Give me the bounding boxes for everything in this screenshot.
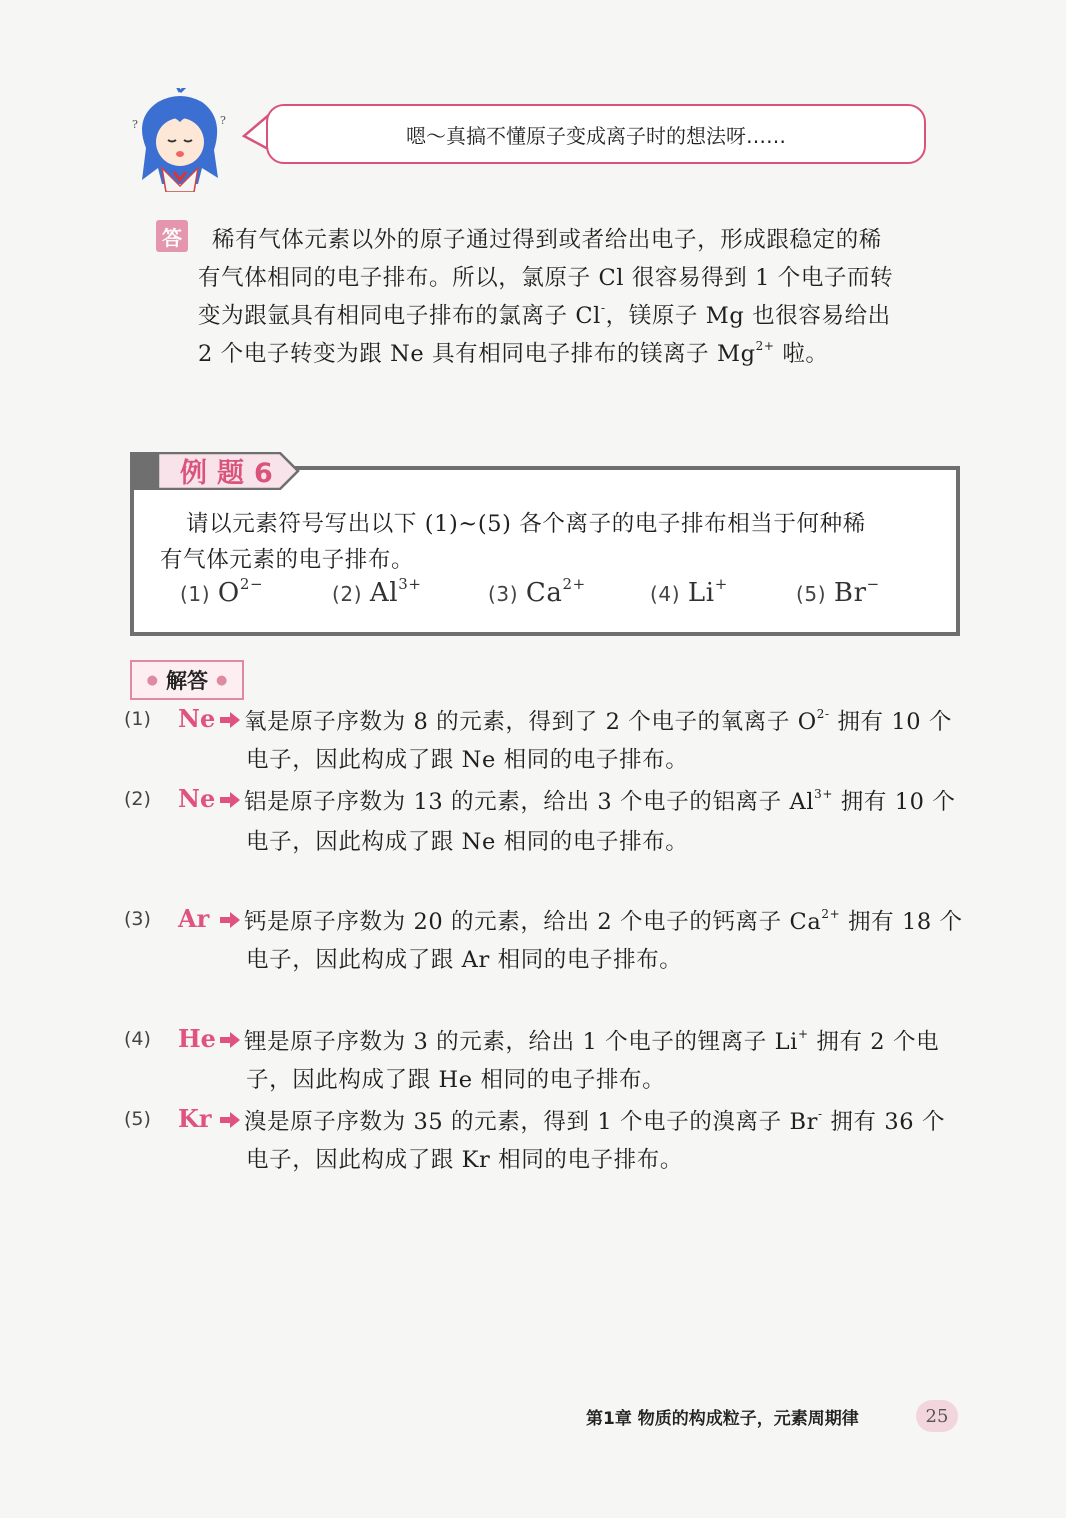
solution-text-cont: 电子，因此构成了跟 Ne 相同的电子排布。 (246, 829, 689, 855)
solution-number: (2) (124, 788, 151, 810)
solution-element: Ne (178, 784, 216, 813)
example-title: 例题6 (180, 458, 283, 489)
arrow-right-icon (218, 790, 242, 810)
example-question-line-1: 请以元素符号写出以下 (1)~(5) 各个离子的电子排布相当于何种稀 (186, 511, 866, 537)
speech-bubble (266, 104, 926, 164)
character-avatar (128, 88, 232, 192)
example-question-line-2: 有气体元素的电子排布。 (160, 547, 415, 573)
solution-text: 溴是原子序数为 35 的元素，得到 1 个电子的溴离子 Br- 拥有 36 个 (244, 1107, 946, 1135)
solution-element: Ar (178, 904, 210, 933)
solution-text: 钙是原子序数为 20 的元素，给出 2 个电子的钙离子 $Ca^{2+}$ 拥有 18 个 (244, 907, 963, 935)
answer-line-4: 2 个电子转变为跟 Ne 具有相同电子排布的镁离子 $Mg^{2+}$ 啦。 (198, 339, 829, 367)
solution-text-cont: 电子，因此构成了跟 Kr 相同的电子排布。 (246, 1147, 683, 1173)
solution-text-cont: 子，因此构成了跟 He 相同的电子排布。 (246, 1067, 666, 1093)
example-ion-3: (3) $Ca^{2+}$ (488, 575, 586, 608)
solution-text: 锂是原子序数为 3 的元素，给出 1 个电子的锂离子 Li+ 拥有 2 个电 (244, 1027, 940, 1055)
solution-text: 铝是原子序数为 13 的元素，给出 3 个电子的铝离子 $Al^{3+}$ 拥有 10 个 (244, 787, 956, 815)
example-ion-2: (2) $Al^{3+}$ (332, 575, 422, 608)
solution-number: (3) (124, 908, 151, 930)
arrow-right-icon (218, 910, 242, 930)
solution-number: (5) (124, 1108, 151, 1130)
solution-number: (4) (124, 1028, 151, 1050)
solution-label: ● 解答 ● (130, 660, 244, 700)
arrow-right-icon (218, 1110, 242, 1130)
answer-line-3: 变为跟氩具有相同电子排布的氯离子 Cl-，镁原子 Mg 也很容易给出 (198, 301, 891, 329)
answer-badge: 答 (156, 220, 188, 252)
example-ion-4: (4) Li+ (650, 575, 728, 608)
example-ion-5: (5) Br− (796, 575, 880, 608)
svg-text:?: ? (132, 118, 138, 131)
solution-number: (1) (124, 708, 151, 730)
solution-element: Ne (178, 704, 216, 733)
arrow-right-icon (218, 710, 242, 730)
solution-text-cont: 电子，因此构成了跟 Ne 相同的电子排布。 (246, 747, 689, 773)
solution-text: 氧是原子序数为 8 的元素，得到了 2 个电子的氧离子 $O^{2-}$ 拥有 10 个 (244, 707, 953, 735)
arrow-right-icon (218, 1030, 242, 1050)
answer-line-1: 稀有气体元素以外的原子通过得到或者给出电子，形成跟稳定的稀 (212, 227, 882, 253)
page-number: 25 (916, 1400, 958, 1432)
svg-text:?: ? (220, 114, 226, 127)
speech-bubble-text: 嗯～真搞不懂原子变成离子时的想法呀…… (406, 123, 786, 148)
solution-element: He (178, 1024, 216, 1053)
solution-element: Kr (178, 1104, 212, 1133)
dot-icon: ● (146, 672, 158, 688)
example-ion-1: (1) $O^{2-}$ (180, 575, 264, 608)
answer-line-2: 有气体相同的电子排布。所以，氯原子 Cl 很容易得到 1 个电子而转 (198, 265, 894, 291)
chapter-footer: 第1章 物质的构成粒子，元素周期律 (586, 1409, 859, 1429)
dot-icon: ● (216, 672, 228, 688)
solution-text-cont: 电子，因此构成了跟 Ar 相同的电子排布。 (246, 947, 683, 973)
